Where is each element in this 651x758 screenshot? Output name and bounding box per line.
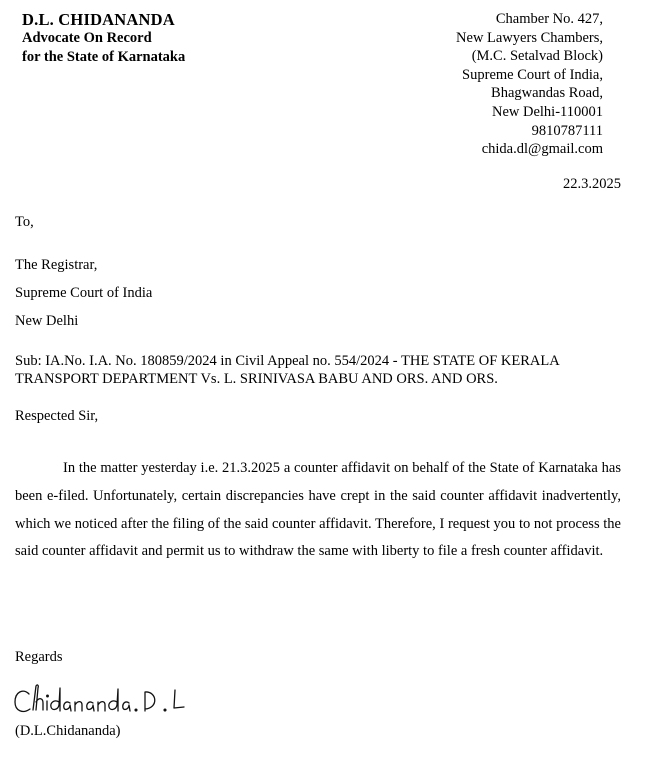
sender-title-line-2: for the State of Karnataka xyxy=(22,49,186,65)
address-block xyxy=(456,10,603,159)
recipient-line: The Registrar, xyxy=(15,257,98,273)
sender-name: D.L. CHIDANANDA xyxy=(22,10,175,29)
sender-block xyxy=(22,10,185,67)
handwritten-signature xyxy=(12,680,202,720)
address-line: Bhagwandas Road, xyxy=(491,85,603,102)
recipient-line: Supreme Court of India xyxy=(15,285,153,301)
subject-line: Sub: IA.No. I.A. No. 180859/2024 in Civil Appeal no. 554/2024 - THE STATE OF KERALA TRANSPORT DEPARTMENT Vs. L. SRINIVASA BABU AND ORS. AND ORS. xyxy=(15,353,559,387)
recipient-block xyxy=(15,251,152,335)
address-line: Chamber No. 427, xyxy=(495,11,603,27)
closing: Regards xyxy=(15,649,63,665)
address-line: New Lawyers Chambers, xyxy=(456,29,603,46)
letter-date: 22.3.2025 xyxy=(563,176,621,192)
body-paragraph: In the matter yesterday i.e. 21.3.2025 a counter affidavit on behalf of the State of Karnataka has been e-filed. Unfortunately, certain discrepancies have crept in the said counter affidavit inadvertently, which we noticed after the filing of the said counter affidavit. Therefore, I request you to not process the said counter affidavit and permit us to withdraw the same with liberty to file a fresh counter affidavit. xyxy=(15,460,621,560)
recipient-line: New Delhi xyxy=(15,313,79,329)
signer-name: (D.L.Chidananda) xyxy=(15,723,121,739)
salutation: Respected Sir, xyxy=(15,408,99,424)
phone-number: 9810787111 xyxy=(531,122,603,139)
address-line: Supreme Court of India, xyxy=(462,66,603,83)
address-line: New Delhi-110001 xyxy=(491,103,603,120)
address-line: (M.C. Setalvad Block) xyxy=(471,48,603,65)
email-address: chida.dl@gmail.com xyxy=(481,141,603,158)
sender-title-line-1: Advocate On Record xyxy=(22,30,152,46)
to-label: To, xyxy=(15,214,34,230)
